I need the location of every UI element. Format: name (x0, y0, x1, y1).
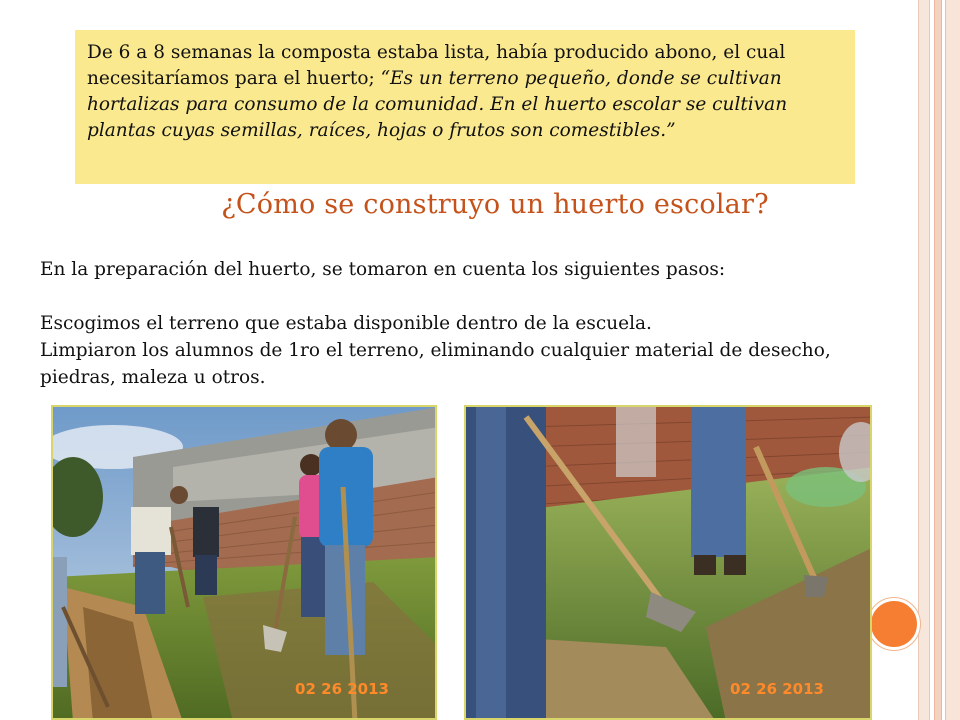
quote-text: De 6 a 8 semanas la composta estaba lista, había producido abono, el cual necesitaríamos para el huerto; (87, 42, 786, 89)
step-paragraph: Escogimos el terreno que estaba disponible dentro de la escuela. (40, 313, 652, 334)
date-stamp: 02 26 2013 (730, 680, 824, 698)
quote-box (75, 30, 855, 184)
slide-title: ¿Cómo se construyo un huerto escolar? (221, 189, 769, 220)
date-stamp: 02 26 2013 (295, 680, 389, 698)
decorative-stripe (918, 0, 930, 720)
step-paragraph: Limpiaron los alumnos de 1ro el terreno, eliminando cualquier material de desecho, piedras, maleza u otros. (40, 340, 831, 388)
quote-definition: “Es un terreno pequeño, donde se cultivan hortalizas para consumo de la comunidad. En el huerto escolar se cultivan plantas cuyas semillas, raíces, hojas o frutos son comestibles.” (87, 68, 788, 141)
intro-paragraph: En la preparación del huerto, se tomaron en cuenta los siguientes pasos: (40, 259, 726, 280)
photo-shovels-closeup (464, 405, 872, 720)
accent-circle (868, 598, 920, 650)
photo-digging-wall (51, 405, 437, 720)
body-text (40, 256, 880, 391)
decorative-stripe (945, 0, 960, 720)
photo-illustration (53, 407, 437, 720)
decorative-stripe (934, 0, 942, 720)
photo-illustration (466, 407, 872, 720)
